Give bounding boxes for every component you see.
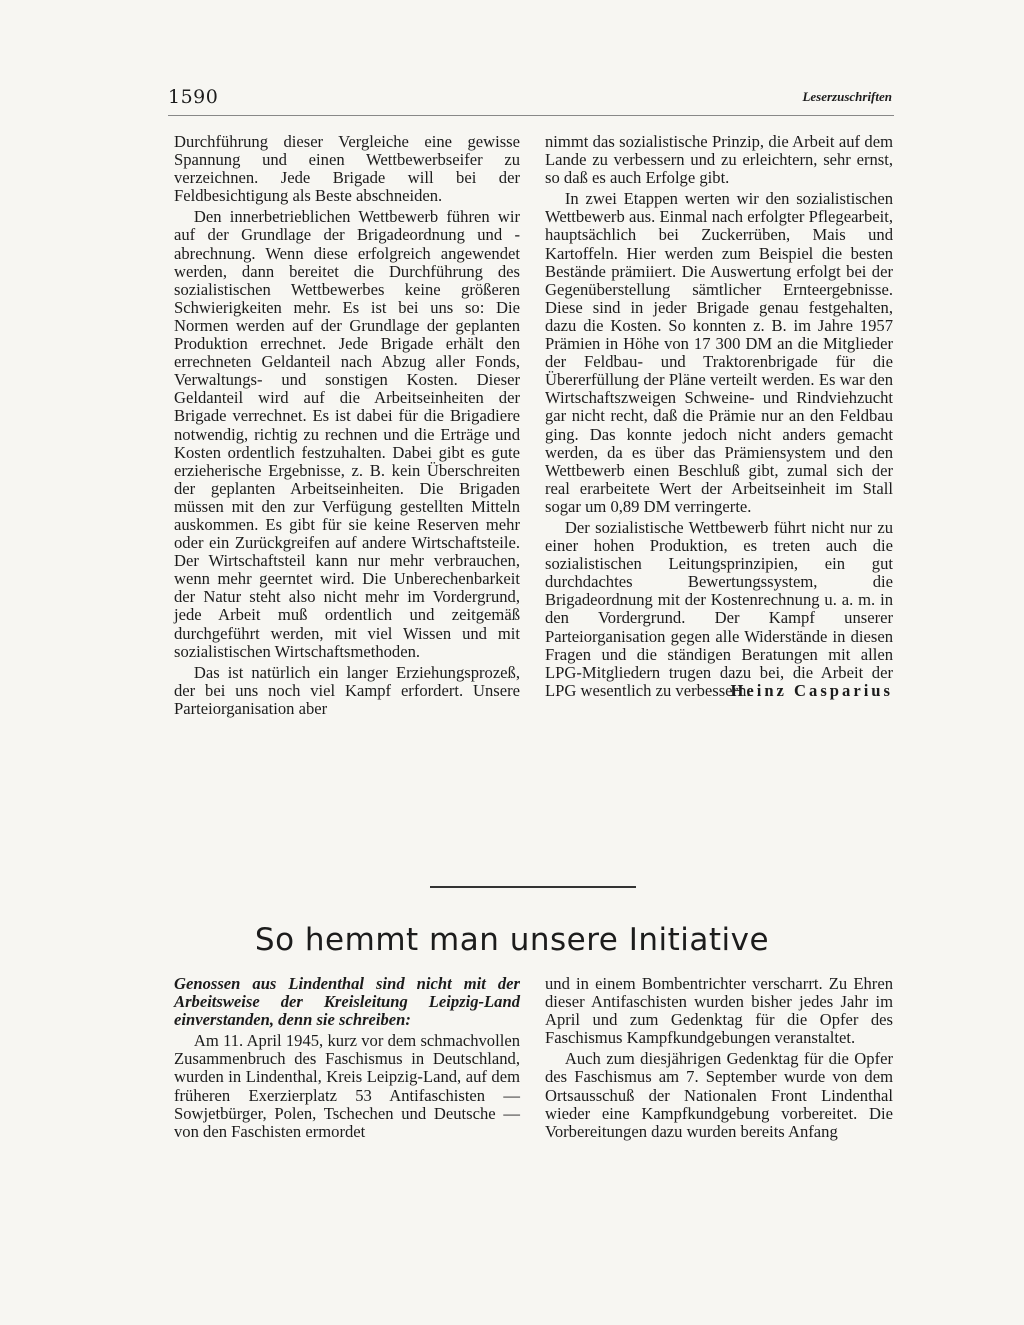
header-rule <box>168 115 894 116</box>
running-head: Leserzuschriften <box>802 89 892 104</box>
section-divider <box>430 886 636 888</box>
article-title: So hemmt man unsere Initiative <box>254 922 770 958</box>
paragraph: In zwei Etappen werten wir den sozialistischen Wettbewerb aus. Einmal nach erfolgter Pflegearbeit, hauptsächlich bei Zuckerrüben, Mais und Kartoffeln. Hier werden zum Beispiel die besten Bestände prämiiert. Die Auswertung erfolgt bei der Gegenüberstellung sämtlicher Ernteergebnisse. Diese sind in jeder Brigade genau festgehalten, dazu die Kosten. So konnten z. B. im Jahre 1957 Prämien in Höhe von 17 300 DM an die Mitglieder der Feldbau- und Traktorenbrigade für die Übererfüllung der Pläne verteilt werden. Es war den Wirtschaftszweigen Schweine- und Rindviehzucht gar nicht recht, daß die Prämie nur an den Feldbau ging. Das konnte jedoch nicht anders gemacht werden, da es über das Prämiensystem und den Wettbewerb einen Beschluß gibt, zumal sich der real erarbeitete Wert der Arbeitseinheit im Stall sogar um 0,89 DM verringerte. <box>545 189 893 516</box>
article-column-left <box>174 975 520 1141</box>
paragraph: Auch zum diesjährigen Gedenktag für die Opfer des Faschismus am 7. September wurde von dem Ortsausschuß der Nationalen Front Lindenthal wieder eine Kampfkundgebung vorbereitet. Die Vorbereitungen dazu wurden bereits Anfang <box>545 1049 893 1141</box>
paragraph: Das ist natürlich ein langer Erziehungsprozeß, der bei uns noch viel Kampf erfordert. Unsere Parteiorganisation aber <box>174 662 520 718</box>
paragraph: Durchführung dieser Vergleiche eine gewisse Spannung und einen Wettbewerbseifer zu verzeichnen. Jede Brigade will bei der Feldbesichtigung als Beste abschneiden. <box>174 132 520 206</box>
paragraph: und in einem Bombentrichter verscharrt. Zu Ehren dieser Antifaschisten wurden bisher jedes Jahr im April und zum Gedenktag für die Opfer des Faschismus Kampfkundgebungen veranstaltet. <box>545 974 893 1048</box>
article-lead: Genossen aus Lindenthal sind nicht mit der Arbeitsweise der Kreisleitung Leipzig-Land einverstanden, denn sie schreiben: <box>174 974 520 1030</box>
author-signature: Heinz Casparius <box>730 680 893 700</box>
paragraph: Der sozialistische Wettbewerb führt nicht nur zu einer hohen Produktion, es treten auch die sozialistischen Leitungsprinzipien, ein gut durchdachtes Bewertungssystem, die Brigadeordnung mit der Kostenrechnung u. a. m. in den Vordergrund. Der Kampf unserer Parteiorganisation gegen alle Widerstände in diesen Fragen und die ständigen Beratungen mit allen LPG-Mitgliedern trugen dazu bei, die Arbeit der LPG wesentlich zu verbessern. <box>545 517 893 700</box>
article-column-right <box>545 975 893 1141</box>
paragraph: nimmt das sozialistische Prinzip, die Arbeit auf dem Lande zu verbessern und zu erleichtern, sehr ernst, so daß es auch Erfolge gibt. <box>545 132 893 188</box>
paragraph: Am 11. April 1945, kurz vor dem schmachvollen Zusammenbruch des Faschismus in Deutschland, wurden in Lindenthal, Kreis Leipzig-Land, auf dem früheren Exerzierplatz 53 Antifaschisten — Sowjetbürger, Polen, Tschechen und Deutsche — von den Faschisten ermordet <box>174 1031 520 1141</box>
paragraph: Den innerbetrieblichen Wettbewerb führen wir auf der Grundlage der Brigadeordnung und -abrechnung. Wenn diese erfolgreich angewendet werden, dann bereitet die Durchführung des sozialistischen Wettbewerbes keine größeren Schwierigkeiten mehr. Es ist bei uns so: Die Normen werden auf der Grundlage der geplanten Produktion errechnet. Jede Brigade erhält den errechneten Geldanteil nach Abzug aller Fonds, Verwaltungs- und sonstigen Kosten. Dieser Geldanteil wird auf die Arbeitseinheiten der Brigade verrechnet. Es ist dabei für die Brigadiere notwendig, richtig zu rechnen und die Erträge und Kosten ordentlich festzuhalten. Dabei gibt es gute erzieherische Ergebnisse, z. B. kein Überschreiten der geplanten Arbeitseinheiten. Die Brigaden müssen mit den zur Verfügung gestellten Mitteln auskommen. Es gibt für sie keine Reserven mehr oder ein Zurückgreifen auf andere Wirtschaftsteile. Der Wirtschaftsteil kann nur mehr verbrauchen, wenn mehr geerntet wird. Die Unberechenbarkeit der Natur steht also nicht mehr im Vordergrund, jede Arbeit muß ordentlich und zeitgemäß durchgeführt werden, mit viel Wissen und mit sozialistischen Wirtschaftsmethoden. <box>174 207 520 661</box>
letter-column-left <box>174 133 520 718</box>
page-number: 1590 <box>168 86 219 108</box>
letter-column-right <box>545 133 893 700</box>
